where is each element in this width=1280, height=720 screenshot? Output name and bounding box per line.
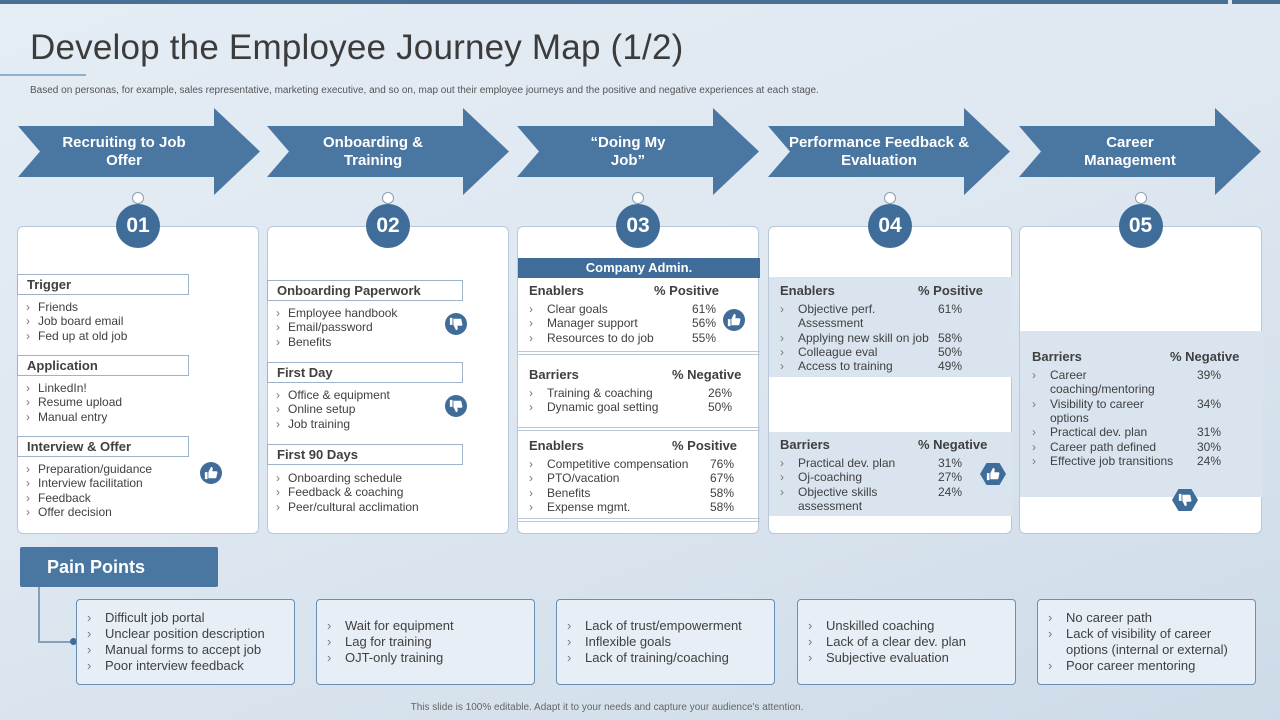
divider xyxy=(518,521,760,522)
bullet: › xyxy=(780,456,784,470)
stage-pin xyxy=(132,192,144,204)
page-subtitle: Based on personas, for example, sales representative, marketing executive, and so on, map out their employee journeys and the positive and negative experiences at each stage. xyxy=(30,85,819,96)
stage-number: 04 xyxy=(868,204,912,248)
bullet: › xyxy=(1032,439,1036,454)
section-list xyxy=(18,381,122,424)
stage-label: Onboarding & Training xyxy=(323,133,423,169)
stage-arrow-2 xyxy=(267,108,509,195)
row-label: Expense mgmt. xyxy=(547,499,631,514)
table-header: Enablers xyxy=(529,283,584,298)
list-item: › LinkedIn! xyxy=(18,381,122,395)
pain-point-list xyxy=(806,618,1011,666)
list-item: › Email/password xyxy=(268,320,397,334)
pain-point-item: › Difficult job portal xyxy=(85,610,290,626)
list-item: › Onboarding schedule xyxy=(268,471,419,485)
pain-point-item: › Lag for training xyxy=(325,634,530,650)
table-row xyxy=(529,457,744,471)
pain-point-item: › Poor career mentoring xyxy=(1046,658,1251,674)
table-row xyxy=(1032,397,1242,425)
stage-label: “Doing My Job” xyxy=(590,133,666,169)
list-item: › Manual entry xyxy=(18,410,122,424)
bullet: › xyxy=(529,471,533,486)
thumbs-down-icon xyxy=(445,395,467,417)
list-item: › Feedback & coaching xyxy=(268,485,419,499)
list-item: › Feedback xyxy=(18,491,152,505)
bullet: › xyxy=(529,330,533,345)
list-item: › Fed up at old job xyxy=(18,329,127,343)
row-value: 58% xyxy=(710,499,735,514)
pain-point-item: › Inflexible goals xyxy=(565,634,770,650)
section-label: First Day xyxy=(267,362,463,383)
stage-card-4 xyxy=(768,226,1012,534)
section-list xyxy=(268,471,419,514)
stage-pin xyxy=(1135,192,1147,204)
divider xyxy=(518,354,760,355)
section-list xyxy=(268,388,390,431)
row-label: Oj-coaching xyxy=(798,470,863,485)
thumbs-down-icon xyxy=(445,313,467,335)
section-label: Application xyxy=(17,355,189,376)
row-label: Resources to do job xyxy=(547,330,654,345)
table-row xyxy=(529,302,729,316)
pain-point-box-1 xyxy=(76,599,295,685)
table-metric-header: % Negative xyxy=(918,437,988,452)
stage-card-3 xyxy=(517,226,759,534)
row-label: Objective perf. xyxy=(798,302,876,316)
table-row xyxy=(780,485,980,513)
table-row xyxy=(529,471,744,485)
divider xyxy=(518,427,760,428)
table-row xyxy=(780,456,980,470)
row-label-cont: Assessment xyxy=(798,316,864,331)
pain-point-item: › Manual forms to accept job xyxy=(85,642,290,658)
bullet: › xyxy=(529,386,533,400)
pain-point-box-3 xyxy=(556,599,775,685)
bullet: › xyxy=(780,330,784,345)
row-label: Dynamic goal setting xyxy=(547,400,659,415)
bullet: › xyxy=(780,302,784,316)
pain-points-label: Pain Points xyxy=(20,547,218,587)
pain-point-box-5 xyxy=(1037,599,1256,685)
bullet: › xyxy=(529,316,533,331)
list-item: › Friends xyxy=(18,300,127,314)
row-value: 50% xyxy=(938,344,963,359)
table-metric-header: % Positive xyxy=(918,283,984,298)
row-value: 55% xyxy=(692,330,717,345)
stage-number: 03 xyxy=(616,204,660,248)
row-label: Manager support xyxy=(547,316,638,331)
row-value: 31% xyxy=(938,456,963,470)
bullet: › xyxy=(1032,368,1036,382)
pain-point-list xyxy=(565,618,770,666)
pain-point-item: › OJT-only training xyxy=(325,650,530,666)
row-label: Training & coaching xyxy=(547,386,653,400)
pain-point-item: › Lack of training/coaching xyxy=(565,650,770,666)
footer-note: This slide is 100% editable. Adapt it to your needs and capture your audience's attention. xyxy=(410,702,804,713)
pain-point-list xyxy=(325,618,530,666)
row-value: 27% xyxy=(938,470,963,485)
row-label-cont: assessment xyxy=(798,498,863,513)
bullet: › xyxy=(780,359,784,374)
table-metric-header: % Positive xyxy=(672,438,738,453)
table-row xyxy=(780,331,980,345)
section-list xyxy=(18,462,152,519)
list-item: › Job board email xyxy=(18,314,127,328)
row-label-cont: coaching/mentoring xyxy=(1050,382,1155,397)
row-value: 30% xyxy=(1197,439,1222,454)
row-value: 39% xyxy=(1197,368,1222,382)
row-value: 31% xyxy=(1197,425,1222,440)
row-label: Practical dev. plan xyxy=(1050,425,1148,440)
pain-point-item: › Lack of visibility of career options (internal or external) xyxy=(1046,626,1251,658)
page-title: Develop the Employee Journey Map (1/2) xyxy=(30,28,684,67)
divider xyxy=(518,518,760,519)
list-item: › Office & equipment xyxy=(268,388,390,402)
row-value: 24% xyxy=(1197,453,1222,468)
table-header: Barriers xyxy=(529,367,579,382)
row-label: Clear goals xyxy=(547,302,608,316)
table-metric-header: % Negative xyxy=(672,367,742,382)
stage-number: 05 xyxy=(1119,204,1163,248)
row-label: Applying new skill on job xyxy=(798,330,929,345)
row-value: 67% xyxy=(710,471,735,486)
top-accent-bar-right xyxy=(1232,0,1280,4)
table-header: Enablers xyxy=(780,283,835,298)
row-label: Visibility to career xyxy=(1050,396,1144,411)
section-label: Trigger xyxy=(17,274,189,295)
divider xyxy=(518,351,760,352)
row-value: 56% xyxy=(692,316,717,331)
row-value: 61% xyxy=(938,302,963,316)
pain-point-item: › No career path xyxy=(1046,610,1251,626)
list-item: › Interview facilitation xyxy=(18,476,152,490)
list-item: › Benefits xyxy=(268,335,397,349)
stage-arrow-5 xyxy=(1019,108,1261,195)
title-underline xyxy=(0,74,86,76)
table-header: Barriers xyxy=(780,437,830,452)
list-item: › Resume upload xyxy=(18,395,122,409)
table-row xyxy=(780,470,980,484)
thumbs-up-icon xyxy=(723,309,745,331)
list-item: › Online setup xyxy=(268,402,390,416)
stage-arrow-1 xyxy=(18,108,260,195)
thumbs-up-icon xyxy=(200,462,222,484)
stage-card-1 xyxy=(17,226,259,534)
pain-point-item: › Lack of a clear dev. plan xyxy=(806,634,1011,650)
pain-point-list xyxy=(85,610,290,674)
company-admin-banner: Company Admin. xyxy=(518,258,760,278)
table-row xyxy=(1032,368,1242,396)
row-label: PTO/vacation xyxy=(547,471,620,486)
list-item: › Peer/cultural acclimation xyxy=(268,500,419,514)
row-label: Practical dev. plan xyxy=(798,456,896,470)
table-header: Barriers xyxy=(1032,349,1082,364)
pain-point-box-2 xyxy=(316,599,535,685)
pain-point-box-4 xyxy=(797,599,1016,685)
table-row xyxy=(529,486,744,500)
pain-points-connector-h xyxy=(38,641,74,643)
bullet: › xyxy=(529,485,533,500)
stage-pin xyxy=(884,192,896,204)
table-row xyxy=(780,302,980,330)
section-list xyxy=(18,300,127,343)
table-row xyxy=(529,316,729,330)
divider xyxy=(518,430,760,431)
row-value: 24% xyxy=(938,484,963,499)
row-value: 61% xyxy=(692,302,717,316)
pain-point-item: › Subjective evaluation xyxy=(806,650,1011,666)
stage-label: Performance Feedback & Evaluation xyxy=(788,133,970,169)
pain-point-item: › Wait for equipment xyxy=(325,618,530,634)
list-item: › Employee handbook xyxy=(268,306,397,320)
table-row xyxy=(529,400,739,414)
list-item: › Job training xyxy=(268,417,390,431)
pain-point-item: › Poor interview feedback xyxy=(85,658,290,674)
row-value: 58% xyxy=(710,485,735,500)
row-value: 34% xyxy=(1197,396,1222,411)
row-value: 26% xyxy=(708,386,733,400)
bullet: › xyxy=(529,400,533,415)
section-label: Interview & Offer xyxy=(17,436,189,457)
list-item: › Preparation/guidance xyxy=(18,462,152,476)
stage-number: 01 xyxy=(116,204,160,248)
row-label: Career path defined xyxy=(1050,439,1157,454)
stage-card-5 xyxy=(1019,226,1262,534)
stage-arrow-3 xyxy=(517,108,759,195)
bullet: › xyxy=(780,484,784,499)
bullet: › xyxy=(529,457,533,471)
pain-point-item: › Unskilled coaching xyxy=(806,618,1011,634)
row-label: Access to training xyxy=(798,359,893,374)
section-label: Onboarding Paperwork xyxy=(267,280,463,301)
top-accent-bar xyxy=(0,0,1228,4)
row-value: 76% xyxy=(710,457,735,471)
stage-label: Recruiting to Job Offer xyxy=(62,133,186,169)
pain-point-list xyxy=(1046,610,1251,674)
table-row xyxy=(780,359,980,373)
pain-points-connector xyxy=(38,587,40,642)
bullet: › xyxy=(780,470,784,485)
row-label: Colleague eval xyxy=(798,344,878,359)
row-value: 58% xyxy=(938,330,963,345)
bullet: › xyxy=(1032,453,1036,468)
row-label: Objective skills xyxy=(798,484,878,499)
table-row xyxy=(1032,440,1242,454)
row-label: Benefits xyxy=(547,485,591,500)
section-label: First 90 Days xyxy=(267,444,463,465)
table-row xyxy=(529,331,729,345)
row-label: Career xyxy=(1050,368,1087,382)
row-value: 50% xyxy=(708,400,733,415)
table-row xyxy=(529,500,744,514)
bullet: › xyxy=(1032,425,1036,440)
row-label-cont: options xyxy=(1050,410,1089,425)
bullet: › xyxy=(780,344,784,359)
row-value: 49% xyxy=(938,359,963,374)
table-row xyxy=(529,386,739,400)
table-metric-header: % Positive xyxy=(654,283,720,298)
row-label: Competitive compensation xyxy=(547,457,689,471)
list-item: › Offer decision xyxy=(18,505,152,519)
pain-point-item: › Unclear position description xyxy=(85,626,290,642)
table-metric-header: % Negative xyxy=(1170,349,1240,364)
stage-number: 02 xyxy=(366,204,410,248)
stage-pin xyxy=(632,192,644,204)
section-list xyxy=(268,306,397,349)
table-row xyxy=(1032,425,1242,439)
stage-label: Career Management xyxy=(1084,133,1176,169)
table-row xyxy=(780,345,980,359)
row-label: Effective job transitions xyxy=(1050,453,1174,468)
stage-pin xyxy=(382,192,394,204)
table-row xyxy=(1032,454,1242,468)
stage-card-2 xyxy=(267,226,509,534)
pain-point-item: › Lack of trust/empowerment xyxy=(565,618,770,634)
bullet: › xyxy=(529,302,533,316)
table-header: Enablers xyxy=(529,438,584,453)
stage-arrow-4 xyxy=(768,108,1010,195)
bullet: › xyxy=(529,499,533,514)
bullet: › xyxy=(1032,396,1036,411)
